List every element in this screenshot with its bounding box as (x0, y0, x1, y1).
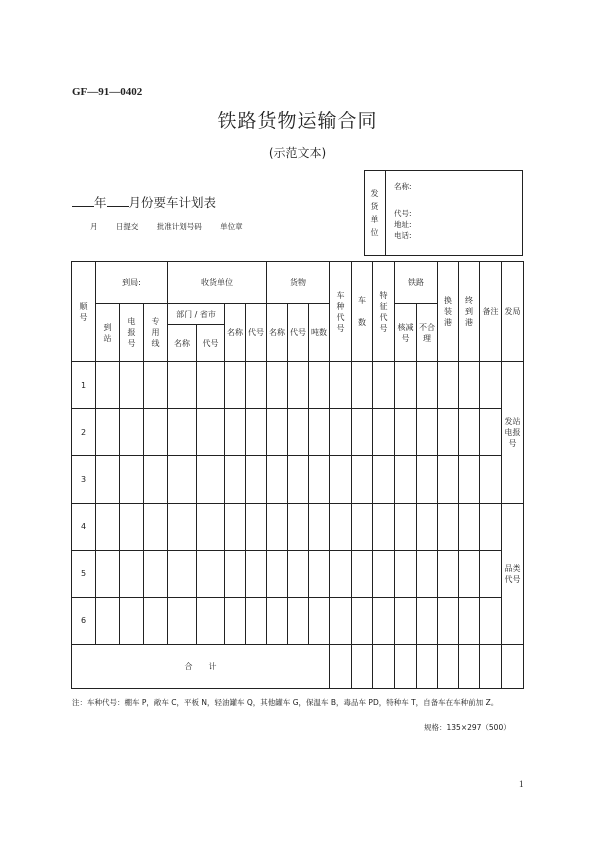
plan-title (72, 193, 216, 211)
sender-address-field[interactable]: 地址: (394, 220, 412, 229)
page-number: 1 (519, 779, 524, 789)
receiver-header: 收货单位 (168, 262, 267, 304)
car-type-code-header: 车 种 代 号 (330, 262, 352, 362)
total-label: 合 计 (72, 644, 330, 688)
issuing-station-telegram-side: 发站 电报 号 (502, 362, 524, 503)
transfer-port-header: 换 装 港 (438, 262, 459, 362)
seq-header: 顺 号 (72, 262, 96, 362)
car-count-header: 车 数 (352, 262, 373, 362)
cargo-code-header: 代号 (288, 304, 309, 362)
year-label: 年 (94, 195, 107, 210)
table-row (72, 456, 524, 503)
receiver-code-header: 代号 (246, 304, 267, 362)
table-row (72, 597, 524, 644)
specification: 规格：135×297（500） (424, 723, 511, 732)
sender-code-field[interactable]: 代号: (394, 209, 412, 218)
year-blank[interactable] (72, 196, 94, 207)
unit-seal-label: 单位章 (220, 222, 243, 231)
row-number: 1 (72, 362, 96, 409)
date-submitted-label: 日提交 (115, 222, 139, 231)
to-bureau-header: 到局: (96, 262, 168, 304)
sender-box (364, 170, 523, 256)
document-subtitle: (示范文本) (268, 146, 327, 160)
telegram-header: 电 报 号 (120, 304, 144, 362)
plan-table (71, 261, 524, 689)
row-number: 4 (72, 503, 96, 550)
special-line-header: 专 用 线 (144, 304, 168, 362)
sender-phone-field[interactable]: 电话: (394, 231, 412, 240)
dept-name-header: 名称 (168, 325, 197, 362)
form-code: GF—91—0402 (72, 86, 143, 98)
tons-header: 吨数 (309, 304, 330, 362)
total-row (72, 644, 524, 688)
sender-name-field[interactable]: 名称: (394, 182, 412, 191)
month-blank[interactable] (107, 196, 129, 207)
dept-code-header: 代号 (197, 325, 225, 362)
row-number: 5 (72, 550, 96, 597)
document-title: 铁路货物运输合同 (217, 110, 378, 132)
railway-header: 铁路 (395, 262, 438, 304)
row-number: 6 (72, 597, 96, 644)
to-station-header: 到 站 (96, 304, 120, 362)
table-row (72, 550, 524, 597)
footnote: 注：车种代号：棚车 P，敞车 C，平板 N，轻油罐车 Q，其他罐车 G，保温车 B，毒品车 PD，特种车 T，自备车在车种前加 Z。 (72, 698, 499, 707)
plan-subline (90, 221, 259, 232)
row-number: 2 (72, 409, 96, 456)
category-code-side: 品类 代号 (502, 503, 524, 644)
table-row (72, 362, 524, 409)
remarks-header: 备注 (480, 262, 502, 362)
plan-title-rest: 月份要车计划表 (128, 195, 217, 210)
issuing-bureau-header: 发局 (502, 262, 524, 362)
table-row (72, 503, 524, 550)
row-number: 3 (72, 456, 96, 503)
unreasonable-header: 不合 理 (417, 304, 438, 362)
month-label: 月 (90, 222, 98, 231)
approved-plan-number-label: 批准计划号码 (156, 222, 202, 231)
dest-port-header: 终 到 港 (459, 262, 480, 362)
feature-code-header: 特 征 代 号 (373, 262, 395, 362)
dept-city-header: 部门 / 省市 (168, 304, 225, 325)
cargo-header: 货物 (267, 262, 330, 304)
table-row (72, 409, 524, 456)
receiver-name-header: 名称 (225, 304, 246, 362)
cargo-name-header: 名称 (267, 304, 288, 362)
sender-label: 发 货 单 位 (364, 170, 386, 256)
reduction-no-header: 核减 号 (395, 304, 417, 362)
